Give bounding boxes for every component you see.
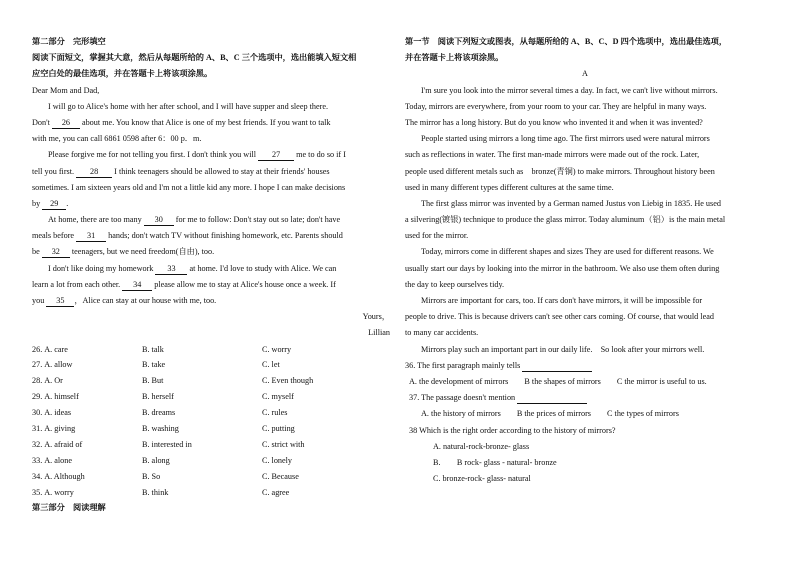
question-number: 34. xyxy=(32,471,43,481)
letter-text: for me to follow: Don't stay out so late; don't have xyxy=(173,215,341,225)
letter-text: you xyxy=(32,296,47,305)
letter-text: I don't like doing my homework xyxy=(48,263,156,273)
letter-text: at home. I'd love to study with Alice. We can xyxy=(187,263,337,273)
passage-line: used for the mirror. xyxy=(405,231,469,241)
question-37 xyxy=(405,390,765,406)
question-36-stem: 36. The first paragraph mainly tells xyxy=(405,360,521,370)
passage-line: a silvering(镀银) technique to produce the glass mirror. Today aluminum（铝）is the main metal xyxy=(405,215,726,225)
option-a xyxy=(32,453,142,469)
letter-line xyxy=(32,261,390,277)
passage-line: I'm sure you look into the mirror several times a day. In fact, we can't live without mirrors. xyxy=(421,85,718,95)
cloze-option-row xyxy=(32,453,390,469)
option-c: C. putting xyxy=(262,424,295,434)
option-a xyxy=(32,373,142,389)
cloze-blank: 28 xyxy=(76,167,112,178)
cloze-option-row xyxy=(32,373,390,389)
letter-line xyxy=(32,115,390,131)
question-38 xyxy=(405,423,765,439)
option-c: C. strict with xyxy=(262,439,305,449)
passage-line: people used different metals such as bronze(青铜) to make mirrors. Throughout history been xyxy=(405,166,715,176)
cloze-blank: 29 xyxy=(42,199,66,210)
letter-text: At home, there are too many xyxy=(48,215,144,225)
letter-text: I will go to Alice's home with her after school, and I will have supper and sleep there. xyxy=(48,101,328,111)
question-37-options xyxy=(405,406,765,422)
passage-line: The first glass mirror was invented by a German named Justus von Liebig in 1835. He used xyxy=(421,198,721,208)
cloze-option-row xyxy=(32,437,390,453)
passage-line: The mirror has a long history. But do you know who invented it and when it was invented? xyxy=(405,117,703,127)
passage-line: Today, mirrors come in different shapes and sizes They are used for different reasons. We xyxy=(421,247,714,257)
question-number: 31. xyxy=(32,424,43,434)
cloze-blank: 27 xyxy=(258,150,294,161)
letter-text: hands; don't watch TV without finishing homework, etc. Parents should xyxy=(106,231,343,241)
option-b: B. think xyxy=(142,487,169,497)
left-column xyxy=(32,34,390,517)
option-a-text: A. ideas xyxy=(44,408,72,418)
cloze-option-row xyxy=(32,421,390,437)
question-36-options xyxy=(405,374,765,390)
option-a-text: A. allow xyxy=(44,360,73,370)
option-a xyxy=(32,437,142,453)
option-b: B. take xyxy=(142,360,166,370)
option-c: C. lonely xyxy=(262,455,293,465)
letter-salutation: Dear Mom and Dad, xyxy=(32,85,100,95)
question-number: 27. xyxy=(32,360,43,370)
letter-text: by xyxy=(32,198,43,208)
letter-text: I think teenagers should be allowed to stay at their friends' houses xyxy=(112,166,330,176)
option-a xyxy=(32,469,142,485)
reading-instructions-line2: 并在答题卡上将该项涂黑。 xyxy=(405,53,504,63)
cloze-option-row xyxy=(32,357,390,373)
passage-line: such as reflections in water. The first man-made mirrors were made out of the rock. Later, xyxy=(405,150,700,160)
option-a-text: A. care xyxy=(44,344,68,354)
letter-line xyxy=(32,212,390,228)
cloze-blank: 33 xyxy=(155,264,187,275)
letter-text: . xyxy=(66,198,69,208)
cloze-options xyxy=(32,342,390,501)
option-a-text: A. alone xyxy=(44,455,72,465)
reading-passage xyxy=(405,83,765,358)
passage-line: Mirrors are important for cars, too. If cars don't have mirrors, it will be impossible for xyxy=(421,296,703,305)
section-title-reading: 第三部分 阅读理解 xyxy=(32,503,106,513)
letter-text: learn a lot from each other. xyxy=(32,279,123,289)
question-37-stem: 37. The passage doesn't mention xyxy=(409,393,516,403)
cloze-option-row xyxy=(32,342,390,358)
letter-text: about me. You know that Alice is one of my best friends. If you want to talk xyxy=(79,117,331,127)
passage-line: the day to keep ourselves tidy. xyxy=(405,279,505,289)
option-a: A. the development of mirrors xyxy=(409,376,509,386)
question-number: 35. xyxy=(32,487,43,497)
option-b: B. washing xyxy=(142,424,179,434)
cloze-blank: 31 xyxy=(76,231,106,242)
cloze-option-row xyxy=(32,405,390,421)
letter-line xyxy=(32,244,390,260)
cloze-instructions-line1: 阅读下面短文，掌握其大意，然后从每题所给的 A、B、C 三个选项中，选出能填入短文相 xyxy=(32,53,357,63)
letter-text: with me, you can call 6861 0598 after 6：00 p．m. xyxy=(32,134,202,144)
question-number: 32. xyxy=(32,439,43,449)
option-a xyxy=(32,342,142,358)
passage-line: to many car accidents. xyxy=(405,328,479,338)
answer-blank xyxy=(522,361,592,372)
question-number: 28. xyxy=(32,376,43,386)
cloze-blank: 30 xyxy=(144,215,174,226)
option-b: B the shapes of mirrors xyxy=(524,376,601,386)
passage-line: usually start our days by looking into the mirror in the bathroom. We also use them often during xyxy=(405,263,720,273)
question-38-option-b: B. B rock- glass - natural- bronze xyxy=(433,457,557,467)
passage-line: Mirrors play such an important part in our daily life. So look after your mirrors well. xyxy=(421,344,705,354)
option-b: B. So xyxy=(142,471,161,481)
option-a-text: A. Although xyxy=(44,471,85,481)
option-a-text: A. giving xyxy=(44,424,76,434)
letter-line xyxy=(32,164,390,180)
option-c: C. let xyxy=(262,360,280,370)
question-38-option-a: A. natural-rock-bronze- glass xyxy=(433,441,530,451)
option-c: C. rules xyxy=(262,408,288,418)
cloze-blank: 32 xyxy=(42,247,70,258)
passage-line: used in many different types different cultures at the same time. xyxy=(405,182,614,192)
passage-line: People started using mirrors a long time ago. The first mirrors used were natural mirrors xyxy=(421,134,710,144)
option-b: B. talk xyxy=(142,344,164,354)
option-c: C. Because xyxy=(262,471,299,481)
section-title-cloze: 第二部分 完形填空 xyxy=(32,37,106,46)
right-column xyxy=(405,34,765,487)
letter-text: tell you first. xyxy=(32,166,77,176)
reading-instructions-line1: 第一节 阅读下列短文或图表，从每题所给的 A、B、C、D 四个选项中，选出最佳选项， xyxy=(405,37,728,46)
letter-body xyxy=(32,99,390,309)
option-c: C. worry xyxy=(262,344,292,354)
cloze-option-row xyxy=(32,485,390,501)
option-c: C the types of mirrors xyxy=(607,409,679,419)
option-a-text: A. Or xyxy=(44,376,63,386)
question-number: 30. xyxy=(32,408,43,418)
letter-text: sometimes. I am sixteen years old and I'm not a little kid any more. I hope I can make decisions xyxy=(32,182,346,192)
option-a xyxy=(32,485,142,501)
option-c: C. agree xyxy=(262,487,290,497)
question-number: 33. xyxy=(32,455,43,465)
cloze-option-row xyxy=(32,469,390,485)
letter-text: Don't xyxy=(32,117,52,127)
letter-text: be xyxy=(32,247,42,257)
question-38-stem: 38 Which is the right order according to the history of mirrors? xyxy=(409,425,616,435)
letter-line xyxy=(32,228,390,244)
question-36 xyxy=(405,358,765,374)
option-a: A. the history of mirrors xyxy=(421,409,501,419)
option-a-text: A. himself xyxy=(44,392,79,402)
letter-line xyxy=(32,180,390,196)
question-number: 29. xyxy=(32,392,43,402)
letter-text: please allow me to stay at Alice's house once a week. If xyxy=(152,279,336,289)
letter-line xyxy=(32,147,390,163)
letter-line xyxy=(32,293,390,309)
cloze-option-row xyxy=(32,389,390,405)
letter-line xyxy=(32,196,390,212)
option-a xyxy=(32,421,142,437)
option-c: C. myself xyxy=(262,392,294,402)
letter-text: meals before xyxy=(32,231,77,241)
option-c: C the mirror is useful to us. xyxy=(616,376,707,386)
passage-line: people to drive. This is because drivers can't see other cars coming. Of course, that would lead xyxy=(405,312,714,322)
letter-line xyxy=(32,99,390,115)
option-a-text: A. worry xyxy=(44,487,74,497)
letter-closing: Yours， xyxy=(362,312,390,322)
option-b: B. herself xyxy=(142,392,174,402)
letter-text: Please forgive me for not telling you first. I don't think you will xyxy=(48,150,259,160)
letter-signature: Lillian xyxy=(368,328,390,338)
cloze-blank: 35 xyxy=(46,296,74,307)
option-b: B. But xyxy=(142,376,164,386)
option-b: B. interested in xyxy=(142,439,192,449)
option-a xyxy=(32,389,142,405)
letter-text: teenagers, but we need freedom(自由), too. xyxy=(69,247,215,257)
question-number: 26. xyxy=(32,344,43,354)
question-38-option-c: C. bronze-rock- glass- natural xyxy=(433,474,531,484)
option-a xyxy=(32,405,142,421)
option-a xyxy=(32,357,142,373)
passage-label: A xyxy=(582,69,588,79)
cloze-instructions-line2: 应空白处的最佳选项，并在答题卡上将该项涂黑。 xyxy=(32,69,213,79)
cloze-blank: 26 xyxy=(52,118,80,129)
letter-text: ，Alice can stay at our house with me, too. xyxy=(74,296,217,305)
letter-text: me to do so if I xyxy=(294,150,346,160)
passage-line: Today, mirrors are everywhere, from your room to your car. They are helpful in many ways. xyxy=(405,101,707,111)
option-a-text: A. afraid of xyxy=(44,439,83,449)
cloze-blank: 34 xyxy=(122,280,152,291)
option-c: C. Even though xyxy=(262,376,314,386)
option-b: B. along xyxy=(142,455,170,465)
letter-line xyxy=(32,277,390,293)
answer-blank xyxy=(517,393,587,404)
option-b: B the prices of mirrors xyxy=(516,409,591,419)
letter-line xyxy=(32,131,390,147)
option-b: B. dreams xyxy=(142,408,176,418)
